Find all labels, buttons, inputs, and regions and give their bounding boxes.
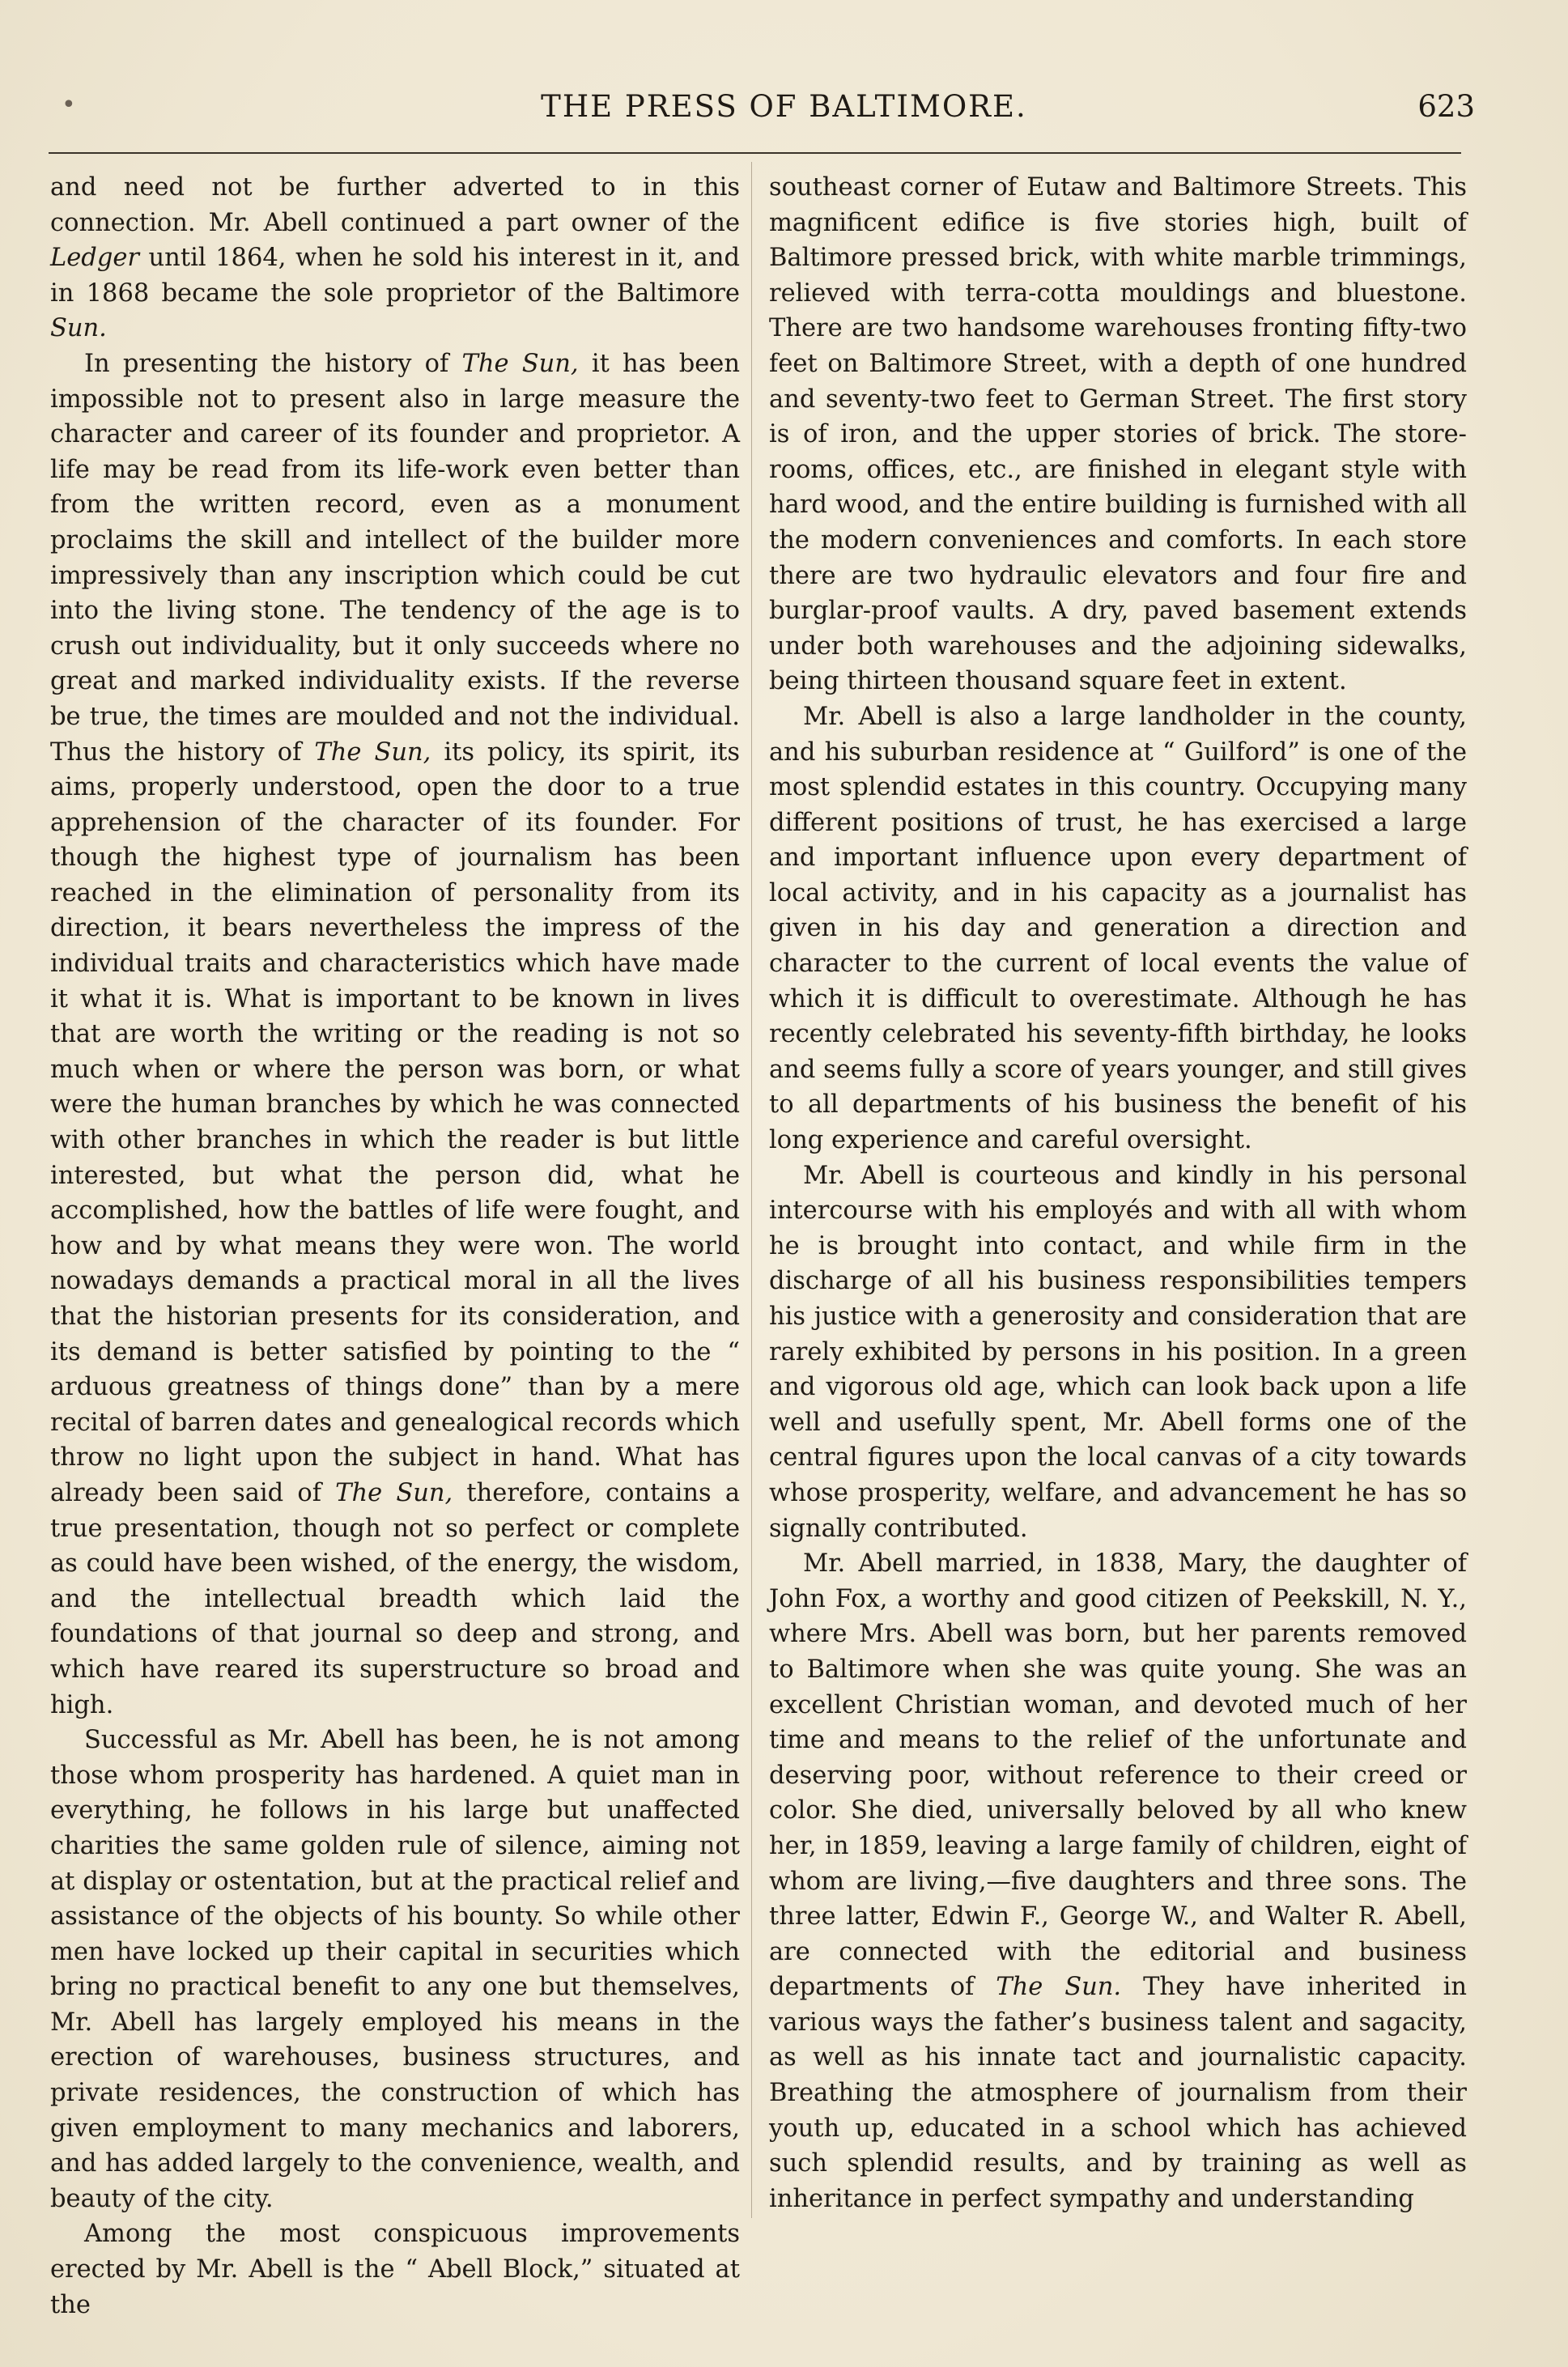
- paragraph: Mr. Abell is also a large landholder in the county, and his suburban residence at “ Guilford” is one of the most splendid estates in this country. Occupying many different positions of trust, he has exercised a large and important influence upon every department of local activity, and in his capacity as a journalist has given in his day and generation a direction and character to the current of local events the value of which it is difficult to overestimate. Although he has recently celebrated his seventy-fifth birthday, he looks and seems fully a score of years younger, and still gives to all departments of his business the benefit of his long experience and careful oversight.: [769, 702, 1467, 1155]
- header-rule: [49, 152, 1461, 154]
- paragraph: Mr. Abell is courteous and kindly in his personal intercourse with his employés and with all with whom he is brought into contact, and while firm in the discharge of all his business responsibilities tempers his justice with a generosity and consideration that are rarely exhibited by persons in his position. In a green and vigorous old age, which can look back upon a life well and usefully spent, Mr. Abell forms one of the central figures upon the local canvas of a city towards whose prosperity, welfare, and advancement he has so signally contributed.: [769, 1161, 1467, 1543]
- ink-mark: •: [62, 91, 76, 119]
- paragraph: Mr. Abell married, in 1838, Mary, the daughter of John Fox, a worthy and good citizen of Peekskill, N. Y., where Mrs. Abell was born, but her parents removed to Baltimore when she was quite young. She was an excellent Christian woman, and devoted much of her time and means to the relief of the unfortunate and deserving poor, without reference to their creed or color. She died, universally beloved by all who knew her, in 1859, leaving a large family of children, eight of whom are living,—five daughters and three sons. The three latter, Edwin F., George W., and Walter R. Abell, are connected with the editorial and business departments of The Sun. They have inherited in various ways the father’s business talent and sagacity, as well as his innate tact and journalistic capacity. Breathing the atmosphere of journalism from their youth up, educated in a school which has achieved such splendid results, and by training as well as inheritance in perfect sympathy and understanding: [769, 1549, 1468, 2213]
- paragraph: Successful as Mr. Abell has been, he is not among those whom prosperity has hardened. A quiet man in everything, he follows in his large but unaffected charities the same golden rule of silence, aiming not at display or ostentation, but at the practical relief and assistance of the objects of his bounty. So while other men have locked up their capital in securities which bring no practical benefit to any one but themselves, Mr. Abell has largely employed his means in the erection of warehouses, business structures, and private residences, the construction of which has given employment to many mechanics and laborers, and has added largely to the convenience, wealth, and beauty of the city.: [50, 1726, 740, 2213]
- left-column: [50, 170, 740, 2322]
- paragraph: southeast corner of Eutaw and Baltimore Streets. This magnificent edifice is five stories high, built of Baltimore pressed brick, with white marble trimmings, relieved with terra-cotta mouldings and bluestone. There are two handsome warehouses fronting fifty-two feet on Baltimore Street, with a depth of one hundred and seventy-two feet to German Street. The first story is of iron, and the upper stories of brick. The store-rooms, offices, etc., are finished in elegant style with hard wood, and the entire building is furnished with all the modern conveniences and comforts. In each store there are two hydraulic elevators and four fire and burglar-proof vaults. A dry, paved basement extends under both warehouses and the adjoining sidewalks, being thirteen thousand square feet in extent.: [769, 173, 1467, 696]
- page-number: 623: [1417, 89, 1475, 124]
- paragraph: Among the most conspicuous improvements erected by Mr. Abell is the “ Abell Block,” situated at the: [50, 2220, 740, 2319]
- paragraph: In presenting the history of The Sun, it has been impossible not to present also in large measure the character and career of its founder and proprietor. A life may be read from its life-work even better than from the written record, even as a monument proclaims the skill and intellect of the builder more impressively than any inscription which could be cut into the living stone. The tendency of the age is to crush out individuality, but it only succeeds where no great and marked individuality exists. If the reverse be true, the times are moulded and not the individual. Thus the history of The Sun, its policy, its spirit, its aims, properly understood, open the door to a true apprehension of the character of its founder. For though the highest type of journalism has been reached in the elimination of personality from its direction, it bears nevertheless the impress of the individual traits and characteristics which have made it what it is. What is important to be known in lives that are worth the writing or the reading is not so much when or where the person was born, or what were the human branches by which he was connected with other branches in which the reader is but little interested, but what the person did, what he accomplished, how the battles of life were fought, and how and by what means they were won. The world nowadays demands a practical moral in all the lives that the historian presents for its consideration, and its demand is better satisfied by pointing to the “ arduous greatness of things done” than by a mere recital of barren dates and genealogical records which throw no light upon the subject in hand. What has already been said of The Sun, therefore, contains a true presentation, though not so perfect or complete as could have been wished, of the energy, the wisdom, and the intellectual breadth which laid the foundations of that journal so deep and strong, and which have reared its superstructure so broad and high.: [50, 349, 741, 1719]
- paragraph: and need not be further adverted to in this connection. Mr. Abell continued a part owner of the Ledger until 1864, when he sold his interest in it, and in 1868 became the sole proprietor of the Baltimore Sun.: [50, 173, 740, 343]
- running-head: [0, 89, 1568, 138]
- running-title: THE PRESS OF BALTIMORE.: [541, 89, 1027, 124]
- column-divider: [751, 162, 752, 2218]
- right-column: [769, 170, 1467, 2216]
